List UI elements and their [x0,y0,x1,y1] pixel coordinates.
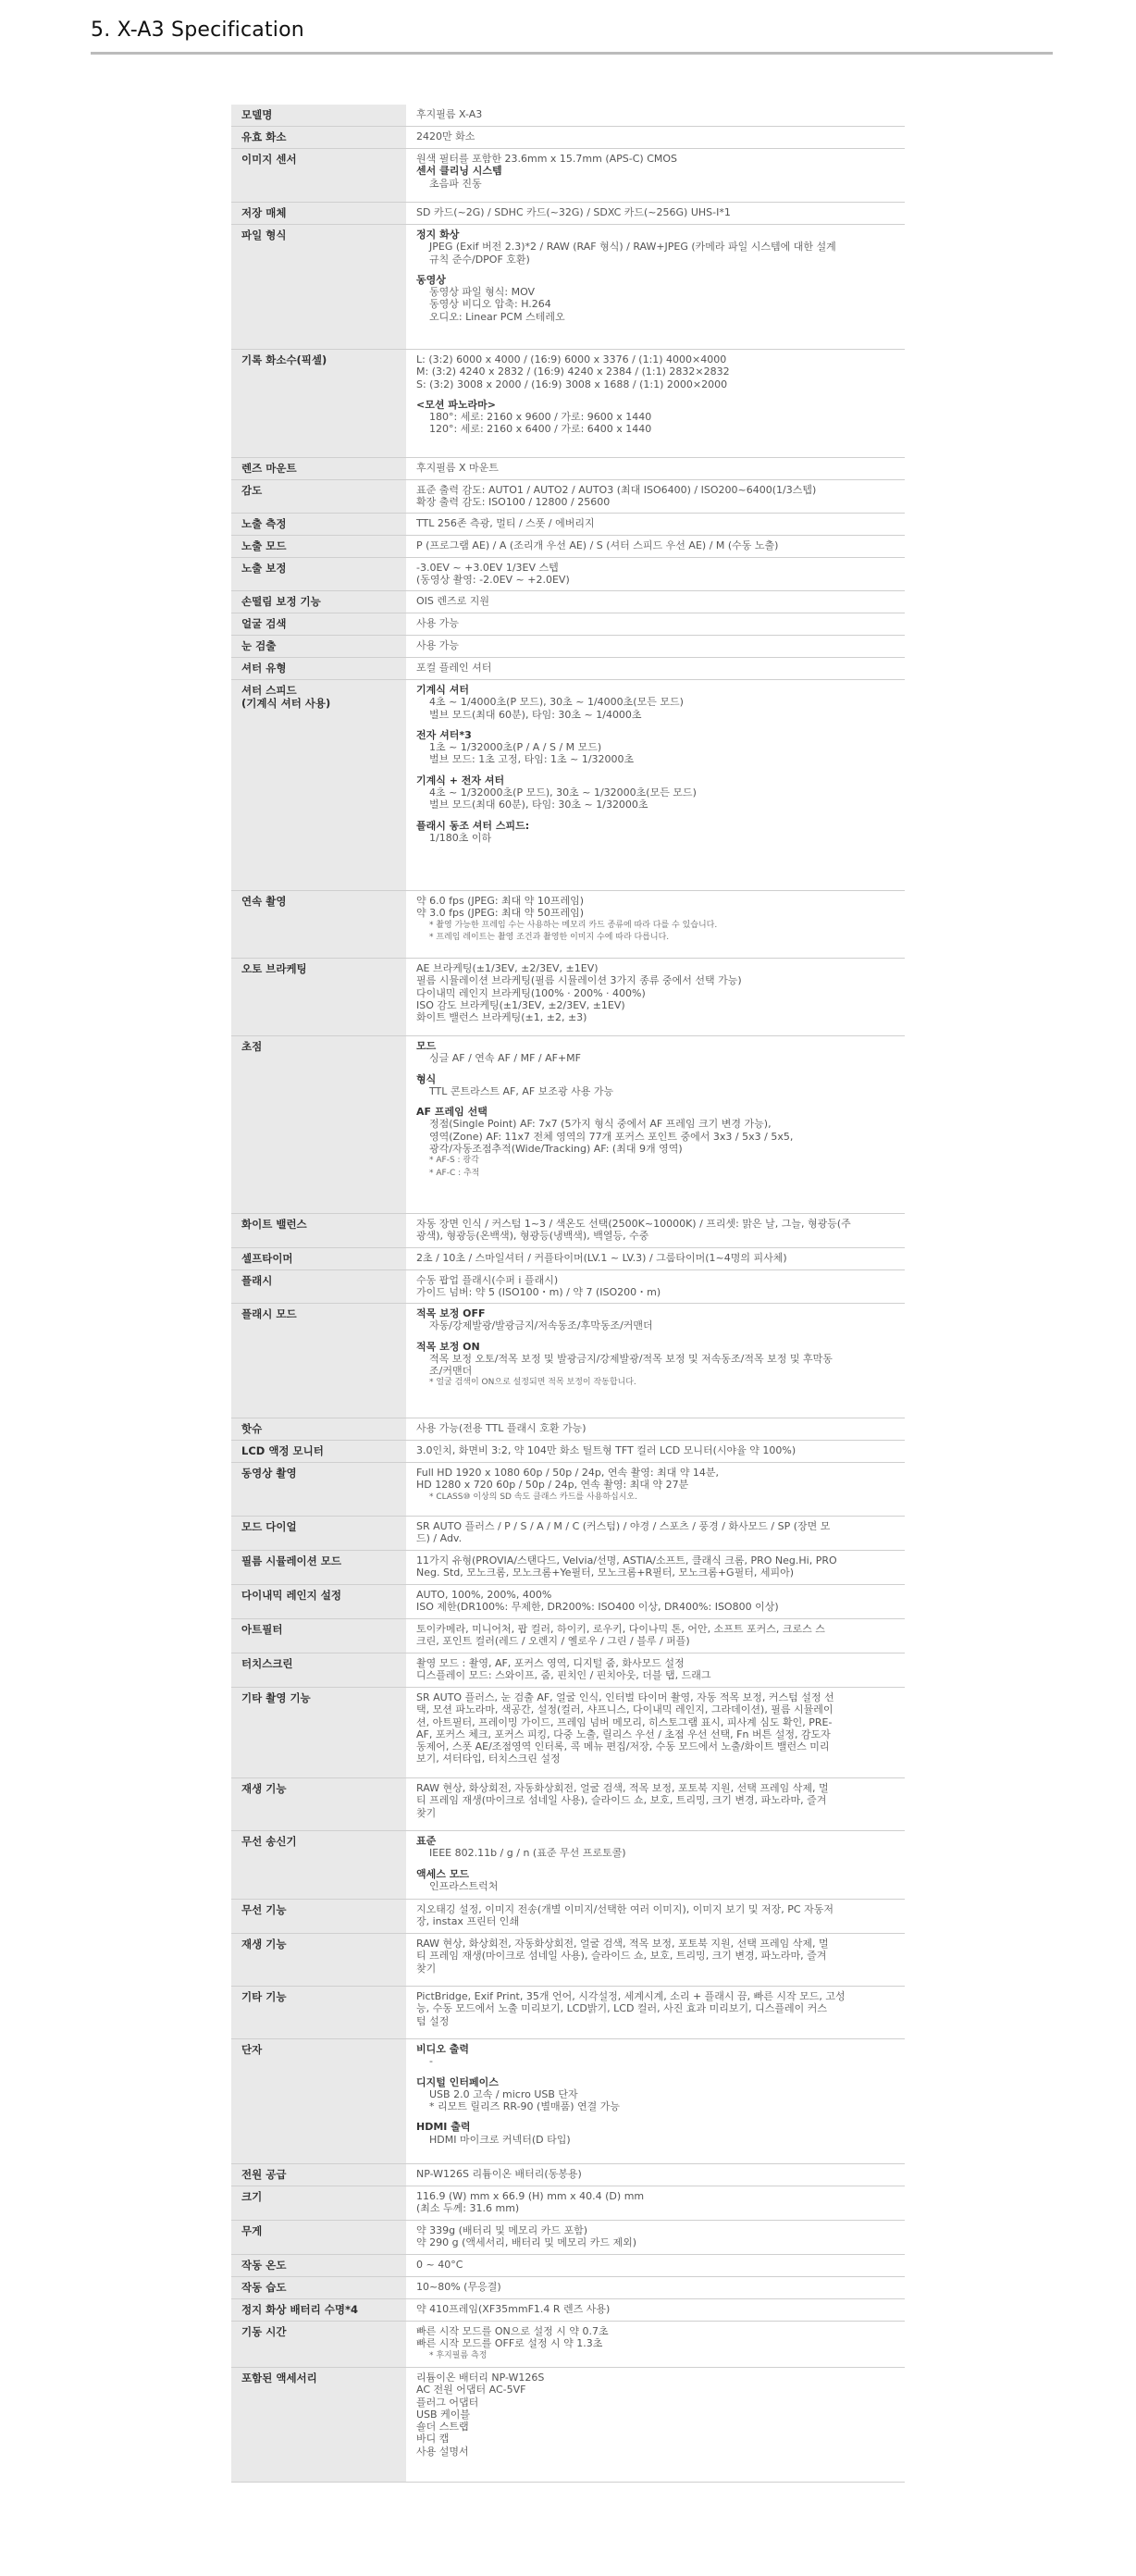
spec-line: 사용 가능 [416,639,460,651]
spec-line: 동영상 비디오 압축: H.264 [429,298,551,311]
spec-line: (최소 두께: 31.6 mm) [416,2202,520,2215]
spec-line: 리튬이온 배터리 NP-W126S [416,2372,545,2384]
spec-line: 11가지 유형(PROVIA/스탠다드, Velvia/선명, ASTIA/소프트, 클래식 크롬, PRO Neg.Hi, PRO [416,1554,837,1567]
spec-line: 지오태깅 설정, 이미지 전송(개별 이미지/선택한 여러 이미지), 이미지 보기 및 저장, PC 자동저 [416,1903,833,1915]
spacer [416,811,897,820]
spec-value [407,536,905,557]
spec-line: 필름 시뮬레이션 브라케팅(필름 시뮬레이션 3가지 종류 중에서 선택 가능) [416,974,742,987]
spec-value [407,591,905,613]
spec-label: 모델명 [231,105,407,126]
spec-label: 포함된 액세서리 [231,2368,407,2482]
spec-value [407,1463,905,1516]
spec-row [231,1585,905,1619]
spec-row [231,225,905,350]
spec-line: 텀 설정 [416,2014,450,2027]
spec-line: 벌브 모드: 1초 고정, 타임: 1초 ~ 1/32000초 [429,753,635,766]
spec-row [231,2322,905,2368]
spec-row [231,2368,905,2483]
spec-line: USB 케이블 [416,2408,470,2421]
spec-value [407,1304,905,1418]
spec-note: * AF-C : 추적 [429,1168,480,1178]
spec-line: 후지필름 X 마운트 [416,462,499,474]
spec-value [407,1585,905,1618]
spec-value [407,959,905,1035]
spec-row [231,1831,905,1900]
title-divider [91,52,1053,55]
spacer [416,1332,897,1341]
spec-line: 확장 출력 감도: ISO100 / 12800 / 25600 [416,496,611,509]
spec-line: 약 6.0 fps (JPEG: 최대 약 10프레임) [416,895,585,907]
spec-label: 재생 기능 [231,1778,407,1830]
spec-line: TTL 256존 측광, 멀티 / 스폿 / 에버리지 [416,517,595,529]
spec-subheading: 플래시 동조 셔터 스피드: [416,819,530,832]
spec-row [231,127,905,149]
spec-line: 약 410프레임(XF35mmF1.4 R 렌즈 사용) [416,2303,611,2315]
spec-line: 촬영 모드 : 촬영, AF, 포커스 영역, 디지털 줌, 화사모드 설정 [416,1657,685,1669]
spec-label: 단자 [231,2039,407,2163]
spec-label: 초점 [231,1036,407,1213]
spec-line: HD 1280 x 720 60p / 50p / 24p, 연속 촬영: 최대 약 27분 [416,1479,689,1492]
spec-line: 180°: 세로: 2160 x 9600 / 가로: 9600 x 1440 [429,411,652,424]
spec-line: AC 전원 어댑터 AC-5VF [416,2384,526,2396]
spec-value [407,2299,905,2321]
spec-line: Full HD 1920 x 1080 60p / 50p / 24p, 연속 촬영: 최대 약 14분, [416,1467,720,1479]
spec-line: 120°: 세로: 2160 x 6400 / 가로: 6400 x 1440 [429,423,652,436]
spec-note: * CLASS⑩ 이상의 SD 속도 클래스 카드를 사용하십시오. [429,1492,637,1502]
spec-line: 후지필름 X-A3 [416,108,483,120]
spec-label: 기타 촬영 기능 [231,1688,407,1777]
spec-label: 노출 측정 [231,514,407,535]
spec-label: 얼굴 검색 [231,613,407,635]
spec-note: * AF-S : 광각 [429,1156,479,1166]
spec-label: 파일 형식 [231,225,407,349]
spec-label: 오토 브라케팅 [231,959,407,1035]
spec-line: TTL 콘트라스트 AF, AF 보조광 사용 가능 [429,1084,614,1097]
spec-line: 티 프레임 재생(마이크로 섬네일 사용), 슬라이드 쇼, 보호, 트리밍, 크기 변경, 파노라마, 즐겨 [416,1794,827,1807]
spec-line: 표준 출력 감도: AUTO1 / AUTO2 / AUTO3 (최대 ISO6400) / ISO200~6400(1/3스텝) [416,484,817,496]
spec-line: 빠른 시작 모드를 OFF로 설정 시 약 1.3초 [416,2337,603,2350]
spec-label: 노출 보정 [231,558,407,590]
spec-row [231,613,905,636]
spec-subheading: 동영상 [416,273,446,286]
spec-row [231,536,905,558]
spec-value [407,2186,905,2220]
spec-line: 10~80% (무응결) [416,2281,501,2293]
spec-value [407,636,905,657]
spec-label: 기동 시간 [231,2322,407,2367]
spec-line: 약 339g (배터리 및 메모리 카드 포함) [416,2224,588,2236]
spec-value [407,105,905,126]
spec-value [407,149,905,202]
spec-line: 초음파 진동 [429,177,482,190]
spec-subheading: 비디오 출력 [416,2043,469,2055]
spec-value [407,2221,905,2254]
spec-label: 눈 검출 [231,636,407,657]
spec-value [407,127,905,148]
spec-row [231,514,905,536]
spec-line: 가이드 넘버: 약 5 (ISO100・m) / 약 7 (ISO200・m) [416,1286,661,1299]
spec-line: 자동/강제발광/발광금지/저속동조/후막동조/커맨더 [429,1319,653,1332]
spec-label: 저장 매체 [231,203,407,224]
spec-line: SD 카드(~2G) / SDHC 카드(~32G) / SDXC 카드(~256G) UHS-I*1 [416,206,731,218]
spec-label: 재생 기능 [231,1934,407,1986]
spec-line: 사용 가능 [416,617,460,629]
spec-row [231,959,905,1036]
spec-line: IEEE 802.11b / g / n (표준 무선 프로토콜) [429,1847,626,1860]
spec-value [407,225,905,349]
spec-row [231,1418,905,1441]
spec-value [407,2255,905,2276]
spec-line: 광색), 형광등(온백색), 형광등(냉백색), 백열등, 수중 [416,1230,649,1243]
spec-line: 보기, 셔터타입, 터치스크린 설정 [416,1752,561,1765]
spec-row [231,1934,905,1987]
spec-label: 손떨림 보정 기능 [231,591,407,613]
spec-value [407,1248,905,1269]
spec-row [231,1463,905,1517]
spec-label: 필름 시뮬레이션 모드 [231,1551,407,1584]
spec-subheading: HDMI 출력 [416,2121,471,2134]
spec-label: 크기 [231,2186,407,2220]
spec-row [231,891,905,959]
spec-subheading: AF 프레임 선택 [416,1106,488,1119]
spec-line: -3.0EV ~ +3.0EV 1/3EV 스텝 [416,562,559,574]
spec-line: 크린, 포인트 컬러(레드 / 오렌지 / 옐로우 / 그린 / 블루 / 퍼플) [416,1635,690,1648]
spec-line: 찾기 [416,1806,437,1819]
spec-label: 터치스크린 [231,1653,407,1687]
spec-row [231,2277,905,2299]
spec-line: HDMI 마이크로 커넥터(D 타입) [429,2133,571,2146]
spec-line: 다이내믹 레인지 브라케팅(100% · 200% · 400%) [416,986,646,999]
spec-line: 정점(Single Point) AF: 7x7 (5가지 형식 중에서 AF 프레임 크기 변경 가능), [429,1118,772,1131]
spec-row [231,680,905,891]
spec-row [231,1551,905,1585]
spec-row [231,591,905,613]
spec-note: * 얼굴 검색이 ON으로 설정되면 적목 보정이 작동합니다. [429,1378,636,1388]
spec-value [407,2164,905,2186]
spec-line: 벌브 모드(최대 60분), 타임: 30초 ~ 1/32000초 [429,799,648,811]
spec-value [407,658,905,679]
spec-label: 이미지 센서 [231,149,407,202]
spec-row [231,2186,905,2221]
spec-line: 찾기 [416,1962,437,1975]
spec-label: 플래시 모드 [231,1304,407,1418]
spec-value [407,2277,905,2298]
spec-line: JPEG (Exif 버전 2.3)*2 / RAW (RAF 형식) / RAW+JPEG (카메라 파일 시스템에 대한 설계 [429,241,836,254]
spec-line: P (프로그램 AE) / A (조리개 우선 AE) / S (셔터 스피드 우선 AE) / M (수동 노출) [416,539,779,551]
spec-line: 116.9 (W) mm x 66.9 (H) mm x 40.4 (D) mm [416,2190,645,2202]
spec-label: 전원 공급 [231,2164,407,2186]
spec-line: (동영상 촬영: -2.0EV ~ +2.0EV) [416,574,570,587]
spec-line: SR AUTO 플러스, 눈 검출 AF, 얼굴 인식, 인터벌 타이머 촬영, 자동 적목 보정, 커스텀 설정 선 [416,1691,834,1703]
spec-row [231,1517,905,1551]
spec-table [231,105,905,2483]
spec-value [407,2039,905,2163]
spec-line: 2초 / 10초 / 스마일셔터 / 커플타이머(LV.1 ~ LV.3) / 그룹타이머(1~4명의 피사체) [416,1252,787,1264]
spacer [416,766,897,774]
spec-label: 정지 화상 배터리 수명*4 [231,2299,407,2321]
spec-line: 인프라스트럭처 [429,1879,499,1892]
spec-value [407,1418,905,1440]
spec-row [231,1900,905,1934]
spec-line: RAW 현상, 화상회전, 자동화상회전, 얼굴 검색, 적목 보정, 포토북 지원, 선택 프레임 삭제, 멀 [416,1782,829,1794]
spec-line: ISO 감도 브라케팅(±1/3EV, ±2/3EV, ±1EV) [416,998,625,1011]
spec-subheading: 형식 [416,1072,437,1085]
spec-label: 동영상 촬영 [231,1463,407,1516]
spec-label: 화이트 밸런스 [231,1214,407,1247]
spacer [416,266,897,274]
spec-label: 모드 다이얼 [231,1517,407,1550]
spec-label: 유효 화소 [231,127,407,148]
spec-row [231,1270,905,1304]
spec-label: 연속 촬영 [231,891,407,958]
spec-value [407,1778,905,1830]
spec-subheading: 적목 보정 OFF [416,1307,486,1319]
spec-line: 포컬 플레인 셔터 [416,662,492,674]
spec-row [231,2164,905,2186]
spec-line: 조/커맨더 [429,1365,473,1378]
spec-value [407,1900,905,1933]
spec-value [407,350,905,457]
spec-line: 바디 캡 [416,2433,450,2446]
spec-subheading: 기계식 셔터 [416,684,469,696]
spec-line: L: (3:2) 6000 x 4000 / (16:9) 6000 x 3376 / (1:1) 4000×4000 [416,353,727,365]
spec-value [407,514,905,535]
spec-subheading: 표준 [416,1835,437,1847]
spec-line: AUTO, 100%, 200%, 400% [416,1589,552,1601]
spec-label: 작동 습도 [231,2277,407,2298]
spec-line: 오디오: Linear PCM 스테레오 [429,310,565,323]
spec-line: M: (3:2) 4240 x 2832 / (16:9) 4240 x 2384 / (1:1) 2832×2832 [416,365,730,378]
spec-line: S: (3:2) 3008 x 2000 / (16:9) 3008 x 1688 / (1:1) 2000×2000 [416,378,728,390]
spec-subheading: <모션 파노라마> [416,398,497,411]
spec-value [407,1270,905,1303]
spec-label: 작동 온도 [231,2255,407,2276]
spec-row [231,1619,905,1653]
spec-subheading: 정지 화상 [416,229,460,241]
spec-line: 0 ~ 40°C [416,2259,463,2271]
spacer [416,2112,897,2121]
spec-row [231,558,905,591]
spec-label: 노출 모드 [231,536,407,557]
spec-row [231,2221,905,2255]
spacer [416,2068,897,2076]
spec-value [407,680,905,890]
spec-label: 셔터 유형 [231,658,407,679]
spec-value [407,613,905,635]
spec-row [231,1778,905,1831]
spec-line: 사용 가능(전용 TTL 플래시 호환 가능) [416,1422,587,1434]
spec-label: LCD 액정 모니터 [231,1441,407,1462]
spec-row [231,350,905,458]
spec-row [231,149,905,203]
spec-value [407,1619,905,1653]
spec-row [231,480,905,514]
spec-subheading: 적목 보정 ON [416,1340,480,1353]
spec-note: * 프레임 레이트는 촬영 조건과 촬영한 이미지 수에 따라 다릅니다. [429,932,670,942]
spec-line: 약 290 g (액세서리, 배터리 및 메모리 카드 제외) [416,2236,637,2249]
spec-line: 숄더 스트랩 [416,2421,469,2434]
spec-line: 1초 ~ 1/32000초(P / A / S / M 모드) [429,741,602,754]
spec-row [231,1653,905,1688]
spec-value [407,480,905,513]
spec-value [407,458,905,479]
spec-line: 4초 ~ 1/32000초(P 모드), 30초 ~ 1/32000초(모든 모드) [429,786,697,799]
spec-row [231,636,905,658]
spec-label: 아트필터 [231,1619,407,1653]
spec-label: 무게 [231,2221,407,2254]
spec-line: RAW 현상, 화상회전, 자동화상회전, 얼굴 검색, 적목 보정, 포토북 지원, 선택 프레임 삭제, 멀 [416,1938,829,1950]
spec-subheading: 모드 [416,1040,437,1052]
spec-value [407,891,905,958]
spec-line: 2420만 화소 [416,130,475,142]
spec-note: * 촬영 가능한 프레임 수는 사용하는 메모리 카드 종류에 따라 다를 수 있습니다. [429,920,718,930]
spec-label: 렌즈 마운트 [231,458,407,479]
spec-line: 적목 보정 오토/적목 보정 및 발광금지/강제발광/적목 보정 및 저속동조/적목 보정 및 후막동 [429,1352,833,1365]
spec-value [407,1653,905,1687]
spec-line: AF, 포커스 체크, 포커스 피킹, 다중 노출, 릴리스 우선 / 초점 우선 선택, Fn 버튼 설정, 감도자 [416,1728,831,1740]
spec-label: 기록 화소수(픽셀) [231,350,407,457]
spec-line: - [429,2055,433,2068]
spec-row [231,458,905,480]
spec-line: 1/180초 이하 [429,831,492,844]
spacer [416,1860,897,1868]
page-title: 5. X-A3 Specification [91,19,304,42]
spec-label: 셀프타이머 [231,1248,407,1269]
spec-value [407,1214,905,1247]
spec-line: USB 2.0 고속 / micro USB 단자 [429,2087,578,2100]
spec-row [231,1688,905,1778]
spec-line: PictBridge, Exif Print, 35개 언어, 시각설정, 세계시계, 소리 + 플래시 끔, 빠른 시작 모드, 고성 [416,1990,846,2002]
spec-line: 수동 팝업 플래시(수퍼 i 플래시) [416,1274,559,1286]
spec-row [231,1987,905,2039]
spec-label: 무선 기능 [231,1900,407,1933]
spec-label: 플래시 [231,1270,407,1303]
spec-line: 티 프레임 재생(마이크로 섬네일 사용), 슬라이드 쇼, 보호, 트리밍, 크기 변경, 파노라마, 즐겨 [416,1950,827,1963]
spec-line: 택, 모션 파노라마, 색공간, 설정(컬러, 샤프니스, 다이내믹 레인지, 그라데이션), 필름 시뮬레이 [416,1703,833,1716]
spec-line: 규칙 준수/DPOF 호환) [429,253,530,266]
spec-subheading: 기계식 + 전자 셔터 [416,774,505,786]
spacer [416,1097,897,1106]
spec-line: ISO 제한(DR100%: 무제한, DR200%: ISO400 이상, DR400%: ISO800 이상) [416,1601,779,1614]
spacer [416,390,897,399]
spec-label: 다이내믹 레인지 설정 [231,1585,407,1618]
spec-line: NP-W126S 리튬이온 배터리(동봉용) [416,2168,582,2180]
spec-row [231,658,905,680]
spec-value [407,1036,905,1213]
spec-value [407,558,905,590]
spec-subheading: 센서 클리닝 시스템 [416,165,502,178]
spec-value [407,1688,905,1777]
spec-value [407,1517,905,1550]
spec-line: 약 3.0 fps (JPEG: 최대 약 50프레임) [416,907,585,920]
spec-line: 동제어, 스폿 AE/조점영역 인터록, 콕 메뉴 편집/저장, 수동 모드에서 노출/화이트 밸런스 미리 [416,1740,830,1753]
spec-line: 원색 필터를 포함한 23.6mm x 15.7mm (APS-C) CMOS [416,153,678,165]
spacer [416,1065,897,1073]
spec-row [231,1441,905,1463]
spec-row [231,1248,905,1270]
spec-row [231,105,905,127]
spec-row [231,2255,905,2277]
spec-row [231,1214,905,1248]
spec-value [407,1551,905,1584]
spec-line: 디스플레이 모드: 스와이프, 줌, 핀치인 / 핀치아웃, 더블 탭, 드래그 [416,1669,711,1682]
spec-value [407,2322,905,2367]
spec-value [407,1987,905,2038]
spec-row [231,2039,905,2164]
spec-line: 드) / Adv. [416,1532,463,1545]
spec-line: 사용 설명서 [416,2445,469,2458]
spec-line: 벌브 모드(최대 60분), 타임: 30초 ~ 1/4000초 [429,708,642,721]
spec-subheading: 액세스 모드 [416,1867,469,1880]
spec-label: 기타 기능 [231,1987,407,2038]
spec-line: OIS 렌즈로 지원 [416,595,490,607]
spec-line: 자동 장면 인식 / 커스텀 1~3 / 색온도 선택(2500K~10000K) / 프리셋: 맑은 날, 그늘, 형광등(주 [416,1218,851,1230]
spec-line: 광각/자동조점추적(Wide/Tracking) AF: (최대 9개 영역) [429,1143,683,1156]
spec-line: AE 브라케팅(±1/3EV, ±2/3EV, ±1EV) [416,962,599,974]
spec-label: 감도 [231,480,407,513]
spec-line: 션, 아트필터, 프레이밍 가이드, 프레임 넘버 메모리, 히스토그램 표시, 피사계 심도 확인, PRE- [416,1715,833,1728]
spec-subheading: 디지털 인터페이스 [416,2075,499,2088]
spec-value [407,203,905,224]
spec-line: 싱글 AF / 연속 AF / MF / AF+MF [429,1052,582,1065]
spec-value [407,1441,905,1462]
spec-line: 플러그 어댑터 [416,2396,479,2409]
spec-label: 핫슈 [231,1418,407,1440]
spec-row [231,1036,905,1214]
spec-line: 화이트 밸런스 브라케팅(±1, ±2, ±3) [416,1011,587,1024]
spec-note: * 후지필름 측정 [429,2350,488,2360]
spec-row [231,203,905,225]
spec-row [231,2299,905,2322]
spec-label: 셔터 스피드 (기계식 셔터 사용) [231,680,407,890]
spec-value [407,1831,905,1899]
spec-row [231,1304,905,1418]
spec-subheading: 전자 셔터*3 [416,728,472,741]
spec-line: 장, instax 프린터 인쇄 [416,1915,520,1928]
spec-line: 동영상 파일 형식: MOV [429,286,536,299]
spec-value [407,2368,905,2482]
spec-line: Neg. Std, 모노크롬, 모노크롬+Ye필터, 모노크롬+R필터, 모노크롬+G필터, 세피아) [416,1567,794,1579]
spec-line: 영역(Zone) AF: 11x7 전체 영역의 77개 포커스 포인트 중에서 3x3 / 5x3 / 5x5, [429,1130,794,1143]
spec-line: 3.0인치, 화면비 3:2, 약 104만 화소 틸트형 TFT 컬러 LCD 모니터(시야율 약 100%) [416,1444,796,1456]
spec-line: * 리모트 릴리즈 RR-90 (별매품) 연결 가능 [429,2100,621,2113]
spec-line: SR AUTO 플러스 / P / S / A / M / C (커스텀) / 야경 / 스포츠 / 풍경 / 화사모드 / SP (장면 모 [416,1520,831,1532]
spec-line: 빠른 시작 모드를 ON으로 설정 시 약 0.7초 [416,2325,609,2337]
spec-label: 무선 송신기 [231,1831,407,1899]
spec-line: 4초 ~ 1/4000초(P 모드), 30초 ~ 1/4000초(모든 모드) [429,696,684,709]
spec-value [407,1934,905,1986]
spec-line: 능, 수동 모드에서 노출 미리보기, LCD밝기, LCD 컬러, 사진 효과 미리보기, 디스플레이 커스 [416,2002,828,2015]
spec-line: 토이카메라, 미니어처, 팝 컬러, 하이키, 로우키, 다이나믹 톤, 어안, 소프트 포커스, 크로스 스 [416,1623,825,1635]
spacer [416,721,897,729]
